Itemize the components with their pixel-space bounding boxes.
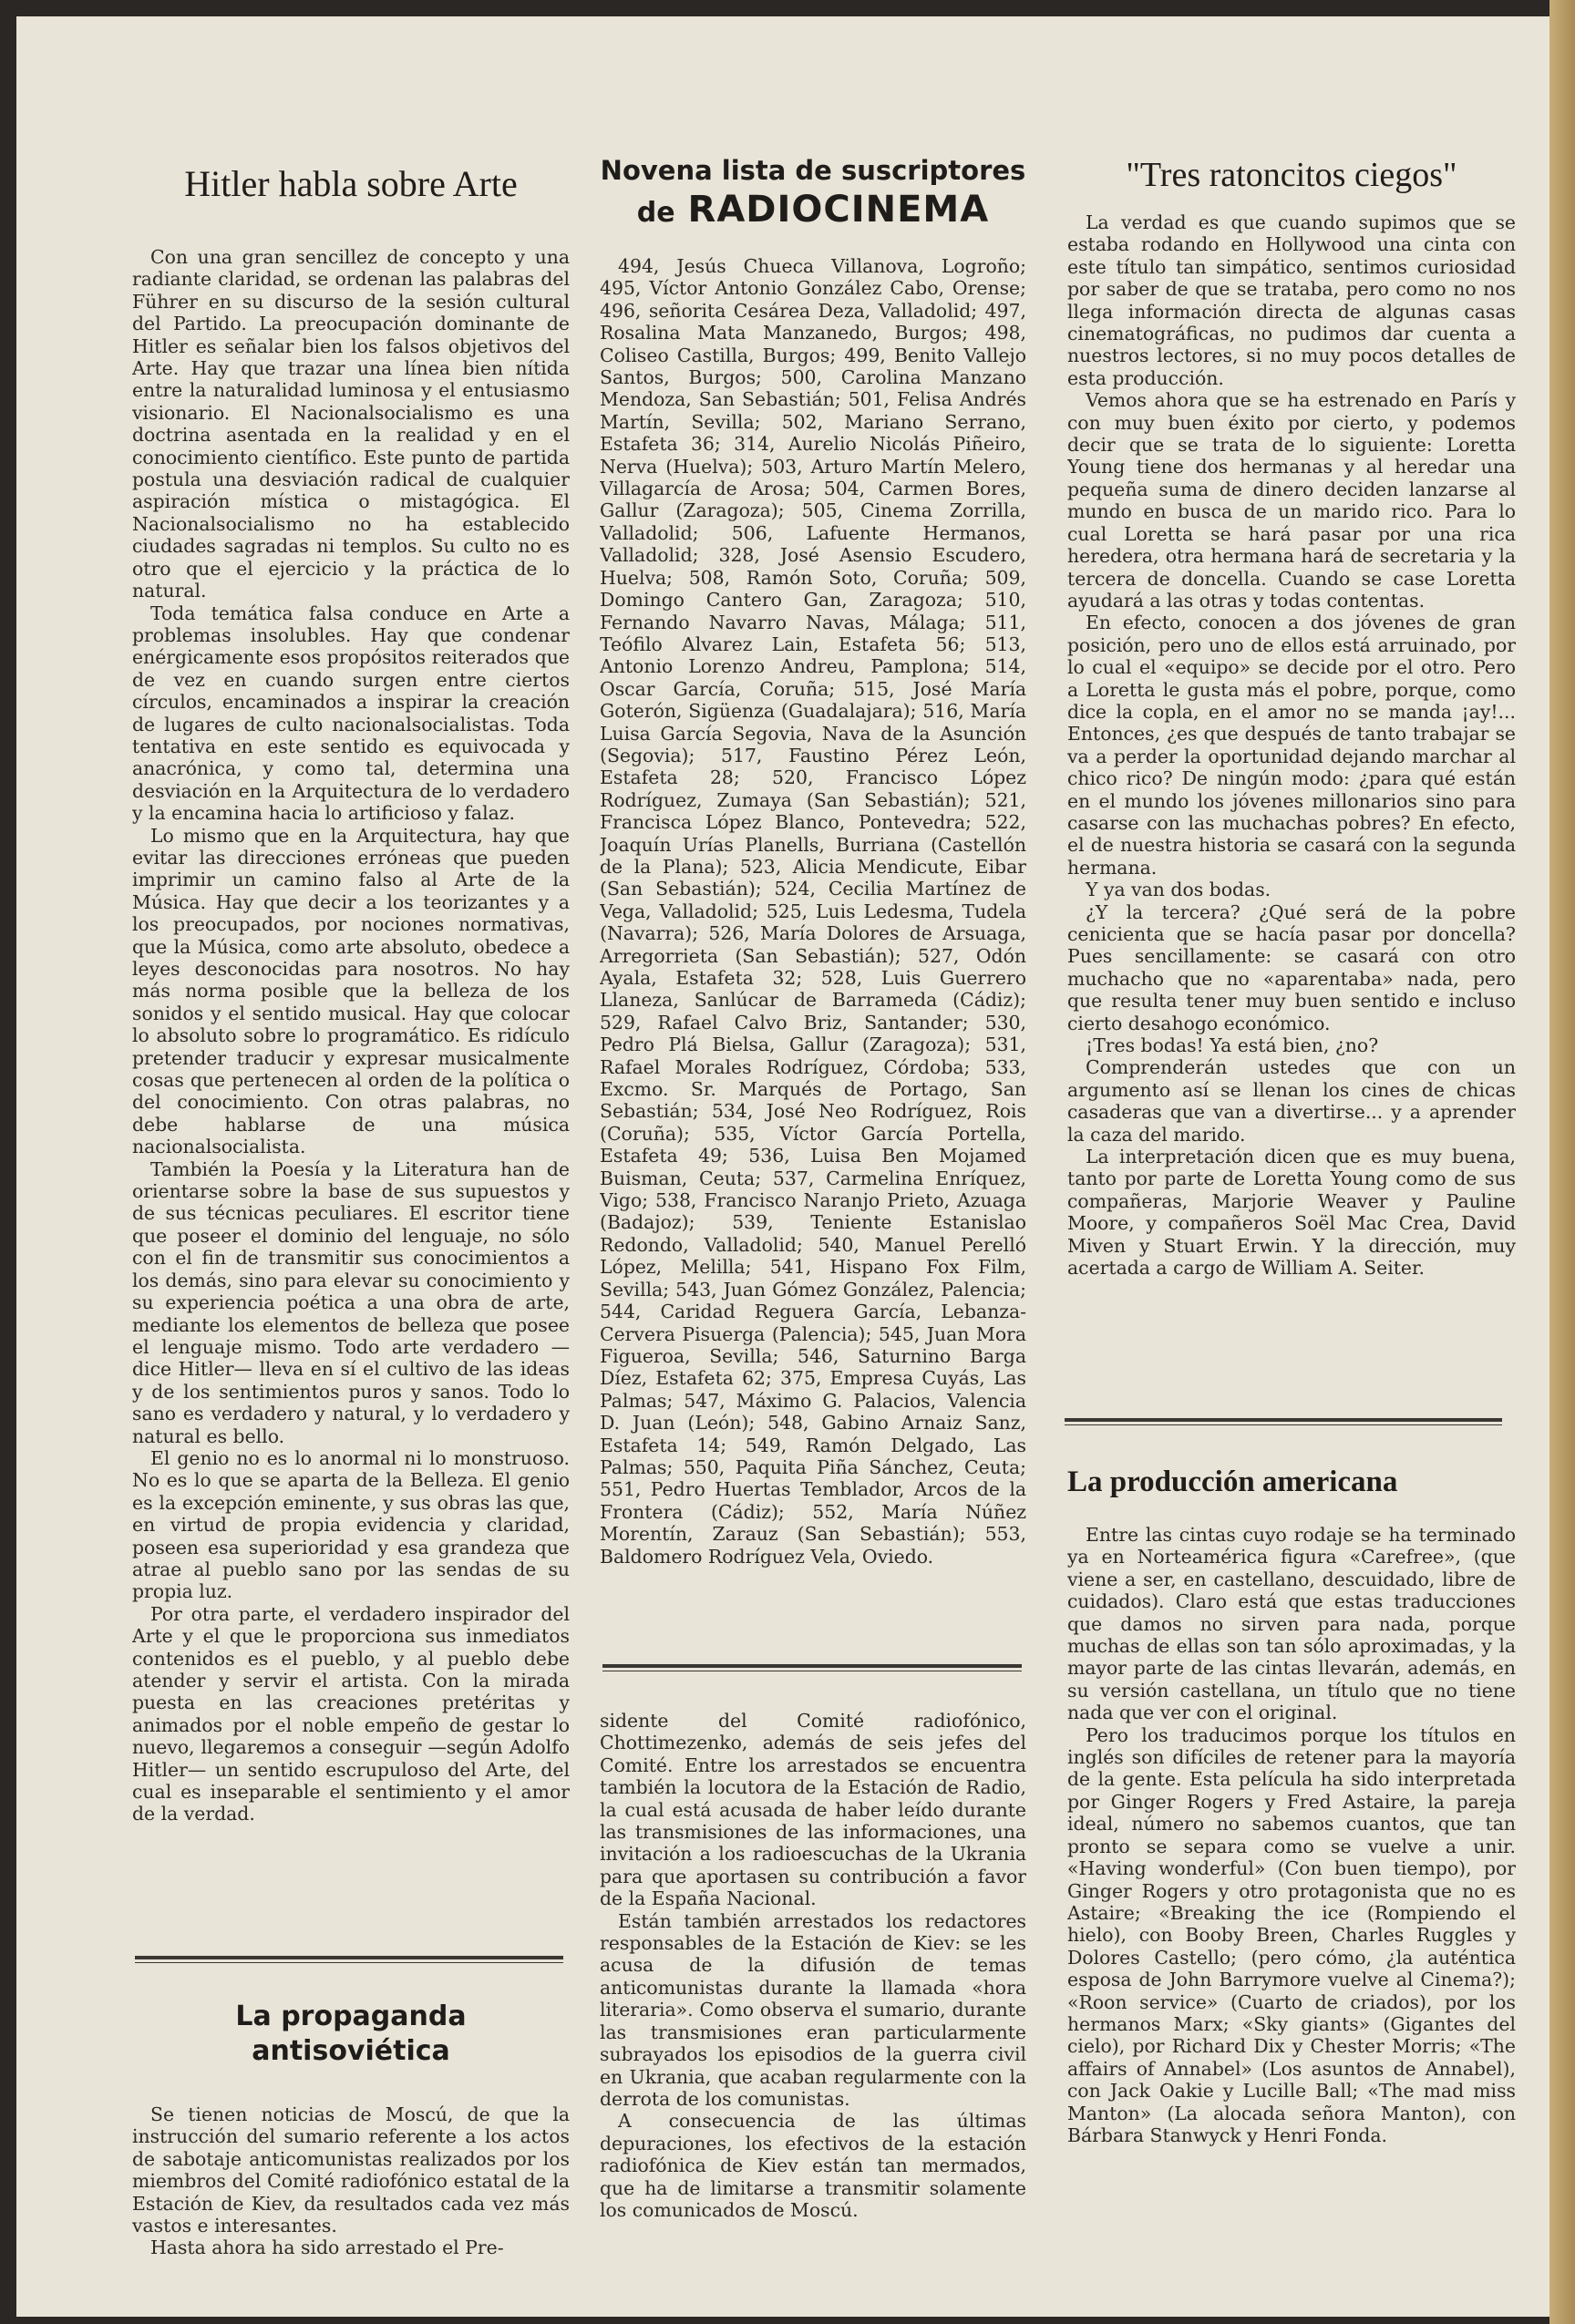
paragraph: Hasta ahora ha sido arrestado el Pre- xyxy=(150,2237,504,2259)
paragraph: ¿Y la tercera? ¿Qué será de la pobre cenicienta que se hacía pasar por doncella? Pues sencillamente: se casará con otro muchacho que no «aparentaba» nada, pero que resulta tener muy buen sentido e incluso cierto desahogo económico. xyxy=(1067,900,1516,1034)
column-divider-rule xyxy=(135,1956,563,1963)
article-title: Hitler habla sobre Arte xyxy=(184,163,518,204)
column-divider-rule xyxy=(602,1664,1022,1671)
article-title: "Tres ratoncitos ciegos" xyxy=(1126,156,1457,194)
magazine-page xyxy=(16,16,1549,2317)
subscriber-list: 494, Jesús Chueca Villanova, Logroño; 495, Víctor Antonio González Cabo, Orense; 496, señorita Cesárea Deza, Valladolid; 497, Rosalina Mata Manzanedo, Burgos; 498, Coliseo Castilla, Burgos; 499, Benito Vallejo Santos, Burgos; 500, Carolina Manzano Mendoza, San Sebastián; 501, Felisa Andrés Martín, Sevilla; 502, Mariano Serrano, Estafeta 36; 314, Aurelio Nicolás Piñeiro, Nerva (Huelva); 503, Arturo Martín Melero, Villagarcía de Arosa; 504, Carmen Bores, Gallur (Zaragoza); 505, Cinema Zorrilla, Valladolid; 506, Lafuente Hermanos, Valladolid; 328, José Asensio Escudero, Huelva; 508, Ramón Soto, Coruña; 509, Domingo Cantero Gan, Zaragoza; 510, Fernando Navarro Navas, Málaga; 511, Teófilo Alvarez Lain, Estafeta 56; 513, Antonio Lorenzo Andreu, Pamplona; 514, Oscar García, Coruña; 515, José María Goterón, Sigüenza (Guadalajara); 516, María Luisa García Segovia, Nava de la Asunción (Segovia); 517, Faustino Pérez León, Estafeta 28; 520, Francisco López Rodríguez, Zumaya (San Sebastián); 521, Francisca López Blanco, Pontevedra; 522, Joaquín Urías Planells, Burriana (Castellón de la Plana); 523, Alicia Mendicute, Eibar (San Sebastián); 524, Cecilia Martínez de Vega, Valladolid; 525, Luis Ledesma, Tudela (Navarra); 526, María Dolores de Arsuaga, Arregorrieta (San Sebastián); 527, Odón Ayala, Estafeta 32; 528, Luis Guerrero Llaneza, Sanlúcar de Barrameda (Cádiz); 529, Rafael Calvo Briz, Santander; 530, Pedro Plá Bielsa, Gallur (Zaragoza); 531, Rafael Morales Rodríguez, Córdoba; 533, Excmo. Sr. Marqués de Portago, San Sebastián; 534, José Neo Rodríguez, Rois (Coruña); 535, Víctor García Portella, Estafeta 49; 536, Luisa Ben Mojamed Buisman, Ceuta; 537, Carmelina Enríquez, Vigo; 538, Francisco Naranjo Prieto, Azuaga (Badajoz); 539, Teniente Estanislao Redondo, Valladolid; 540, Manuel Perelló López, Melilla; 541, Hispano Fox Film, Sevilla; 543, Juan Gómez González, Palencia; 544, Caridad Reguera García, Lebanza-Cervera Pisuerga (Palencia); 545, Juan Mora Figueroa, Sevilla; 546, Saturnino Barga Díez, Estafeta 62; 375, Empresa Cuyás, Las Palmas; 547, Máximo G. Palacios, Valencia D. Juan (León); 548, Gabino Arnaiz Sanz, Estafeta 14; 549, Ramón Delgado, Las Palmas; 550, Paquita Piña Sánchez, Ceuta; 551, Pedro Huertas Temblador, Arcos de la Frontera (Cádiz); 552, María Núñez Morentín, Zarauz (San Sebastián); 553, Baldomero Rodríguez Vela, Oviedo. xyxy=(600,255,1026,1568)
binding-edge xyxy=(1549,0,1575,2324)
paragraph: También la Poesía y la Literatura han de orientarse sobre la base de sus supuestos y de sus técnicas peculiares. El escritor tiene que poseer el dominio del lenguaje, no sólo con el fin de transmitir sus conocimientos a los demás, sino para elevar su conocimiento y su experiencia poética a una obra de arte, mediante los elementos de belleza que posee el lenguaje mismo. Todo arte verdadero —dice Hitler— lleva en sí el cultivo de las ideas y de los sentimientos puros y sanos. Todo lo sano es verdadero y natural, y lo verdadero y natural es bello. xyxy=(132,1157,570,1447)
paragraph: A consecuencia de las últimas depuraciones, los efectivos de la estación radiofónica de Kiev están tan mermados, que ha de limitarse a transmitir solamente los comunicados de Moscú. xyxy=(600,2110,1026,2221)
article-title: La propaganda antisoviética xyxy=(235,2000,467,2067)
paragraph: En efecto, conocen a dos jóvenes de gran posición, pero uno de ellos está arruinado, por lo cual el «equipo» se decide por el otro. Pero a Loretta le gusta más el pobre, porque, como dice la copla, en el amor no se manda ¡ay!... Entonces, ¿es que después de tanto trabajar se va a perder la oportunidad dejando marchar al chico rico? De ningún modo: ¿para qué están en el mundo los jóvenes millonarios sino para casarse con las muchachas pobres? En efecto, el de nuestra historia se casará con la segunda hermana. xyxy=(1067,612,1516,879)
paragraph: La interpretación dicen que es muy buena, tanto por parte de Loretta Young como de sus compañeras, Marjorie Weaver y Pauline Moore, y compañeros Soël Mac Crea, David Miven y Stuart Erwin. Y la dirección, muy acertada a cargo de William A. Seiter. xyxy=(1067,1146,1516,1280)
paragraph: Están también arrestados los redactores responsables de la Estación de Kiev: se les acusa de la difusión de temas anticomunistas durante la llamada «hora literaria». Como observa el sumario, durante las transmisiones eran particularmente subrayados los episodios de la guerra civil en Ukrania, que acaban regularmente con la derrota de los comunistas. xyxy=(600,1909,1026,2110)
paragraph: El genio no es lo anormal ni lo monstruoso. No es lo que se aparta de la Belleza. El genio es la excepción eminente, y sus obras las que, en virtud de propia evidencia y claridad, poseen esa superioridad y esa grandeza que atrae al pueblo sano por las sendas de su propia luz. xyxy=(132,1446,570,1603)
paragraph: Y ya van dos bodas. xyxy=(1086,879,1271,901)
article-propaganda-continued xyxy=(600,1710,1026,2293)
article-propaganda xyxy=(132,2000,570,2291)
paragraph: Entre las cintas cuyo rodaje se ha terminado ya en Norteamérica figura «Carefree», (que viene a ser, en castellano, descuidado, libre de cuidados). Claro está que estas traducciones que damos no sirven para nada, porque muchas de ellas son tan sólo aproximadas, y la mayor parte de las cintas llevarán, además, en su versión castellana, un título que no tiene nada que ver con el original. xyxy=(1067,1524,1516,1724)
paragraph: Se tienen noticias de Moscú, de que la instrucción del sumario referente a los actos de sabotaje anticomunistas realizados por los miembros del Comité radiofónico estatal de la Estación de Kiev, da resultados cada vez más vastos e interesantes. xyxy=(132,2103,570,2237)
paragraph: ¡Tres bodas! Ya está bien, ¿no? xyxy=(1086,1034,1379,1057)
article-hitler-arte xyxy=(132,162,570,1947)
article-title-line2 xyxy=(600,188,1026,235)
paragraph: Vemos ahora que se ha estrenado en París y con muy buen éxito por cierto, y podemos decir que se trata de lo siguiente: Loretta Young tiene dos hermanas y al heredar una pequeña suma de dinero deciden lanzarse al mundo en busca de un marido rico. Para lo cual Loretta se hará pasar por una rica heredera, otra hermana hará de secretaria y la tercera de doncella. Cuando se case Loretta ayudará a las otras y todas contentas. xyxy=(1067,389,1516,612)
paragraph: Por otra parte, el verdadero inspirador del Arte y el que le proporciona sus inmediatos contenidos es el pueblo, y al pueblo debe atender y servir el artista. Con la mirada puesta en las creaciones pretéritas y animados por el noble empeño de gestar lo nuevo, llegaremos a conseguir —según Adolfo Hitler— un sentido escrupuloso del Arte, del cual es inseparable el sentimiento y el amor de la verdad. xyxy=(132,1602,570,1825)
column-divider-rule xyxy=(1065,1418,1502,1425)
article-tres-ratoncitos xyxy=(1067,153,1516,1411)
paragraph: Con una gran sencillez de concepto y una radiante claridad, se ordenan las palabras del Führer en su discurso de la sesión cultural del Partido. La preocupación dominante de Hitler es señalar bien los falsos objetivos del Arte. Hay que trazar una línea bien nítida entre la naturalidad luminosa y el entusiasmo visionario. El Nacionalsocialismo es una doctrina asentada en la realidad y en el conocimiento científico. Este punto de partida postula una desviación radical de cualquier aspiración mística o mistagógica. El Nacionalsocialismo no ha establecido ciudades sagradas ni templos. Su culto no es otro que el ejercicio y la práctica de lo natural. xyxy=(132,246,570,602)
article-suscriptores xyxy=(600,153,1026,1657)
title-prefix: de xyxy=(636,197,675,229)
article-title: La producción americana xyxy=(1067,1465,1398,1498)
paragraph: Toda temática falsa conduce en Arte a problemas insolubles. Hay que condenar enérgicamente esos propósitos reiterados que de vez en cuando surgen entre ciertos círculos, encaminados a inspirar la creación de lugares de culto nacionalsocialistas. Toda tentativa en este sentido es equivocada y anacrónica, y como tal, determina una desviación en la Arquitectura de lo verdadero y la encamina hacia lo artificioso y falaz. xyxy=(132,602,570,825)
paragraph: La verdad es que cuando supimos que se estaba rodando en Hollywood una cinta con este título tan simpático, sentimos curiosidad por saber de que se trataba, pero como no nos llega información directa de algunas casas cinematográficas, no pudimos dar cuenta a nuestros lectores, si no muy pocos detalles de esta producción. xyxy=(1067,211,1516,389)
paragraph: Lo mismo que en la Arquitectura, hay que evitar las direcciones erróneas que pueden imprimir un camino falso al Arte de la Música. Hay que decir a los teorizantes y a los preocupados, por nociones normativas, que la Música, como arte absoluto, obedece a leyes desconocidas para nosotros. No hay más norma posible que la belleza de los sonidos y el sentido musical. Hay que colocar lo absoluto sobre lo programático. Es ridículo pretender traducir y expresar musicalmente cosas que pertenecen al orden de la política o del conocimiento. Con otras palabras, no debe hablarse de una música nacionalsocialista. xyxy=(132,824,570,1158)
paragraph: Comprenderán ustedes que con un argumento así se llenan los cines de chicas casaderas que van a divertirse... y a aprender la caza del marido. xyxy=(1067,1056,1516,1146)
radiocinema-brand: RADIOCINEMA xyxy=(687,189,990,231)
article-title-line1: Novena lista de suscriptores xyxy=(600,155,1026,186)
paragraph: Pero los traducimos porque los títulos en inglés son difíciles de retener para la mayoría de la gente. Esta película ha sido interpretada por Ginger Rogers y Fred Astaire, la pareja ideal, número no sabemos cuantos, que tan pronto se separa como se vuelve a unir. «Having wonderful» (Con buen tiempo), por Ginger Rogers y otro protagonista que no es Astaire; «Breaking the ice (Rompiendo el hielo), con Booby Breen, Charles Ruggles y Dolores Castello; (pero cómo, ¿la auténtica esposa de John Barrymore vuelve al Cinema?); «Roon service» (Cuarto de criados), por los hermanos Marx; «Sky giants» (Gigantes del cielo), por Richard Dix y Chester Morris; «The affairs of Annabel» (Los asuntos de Annabel), con Jack Oakie y Lucille Ball; «The mad miss Manton» (La alocada señora Manton), con Bárbara Stanwyck y Henri Fonda. xyxy=(1067,1723,1516,2146)
paragraph: sidente del Comité radiofónico, Chottimezenko, además de seis jefes del Comité. Entre los arrestados se encuentra también la locutora de la Estación de Radio, la cual está acusada de haber leído durante las transmisiones de las informaciones, una invitación a los radioescuchas de la Ukrania para que aportasen su contribución a favor de la España Nacional. xyxy=(600,1710,1026,1910)
article-produccion-americana xyxy=(1067,1464,1516,2293)
